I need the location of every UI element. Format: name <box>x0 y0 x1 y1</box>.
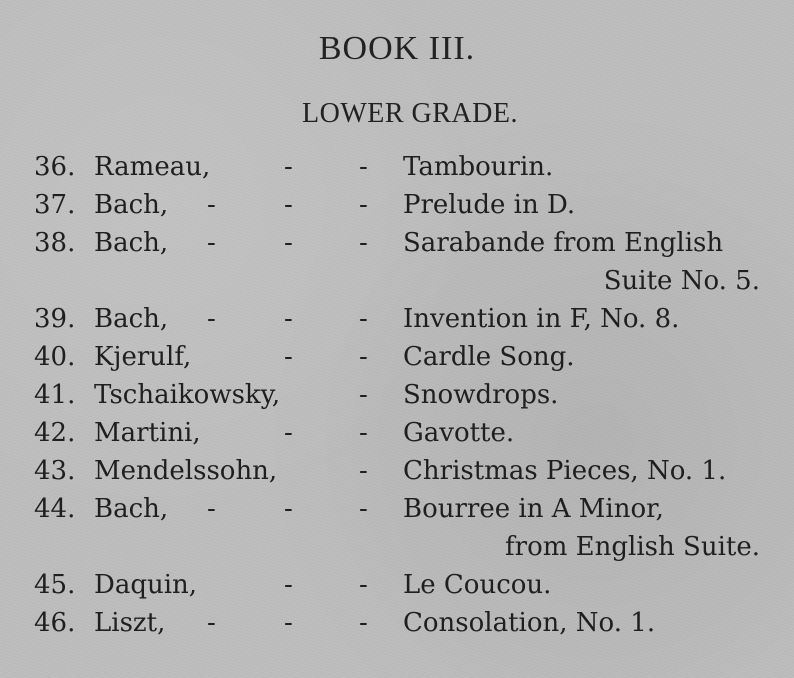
leader-dash: - <box>207 304 216 334</box>
composer-name: Bach, <box>94 494 169 524</box>
leader-dash: - <box>359 570 368 600</box>
list-item <box>0 452 794 490</box>
leader-dash: - <box>284 494 293 524</box>
list-item <box>0 490 794 528</box>
item-number: 43. <box>34 456 76 486</box>
leader-dash: - <box>359 190 368 220</box>
composer-name: Mendelssohn, <box>94 456 278 486</box>
leader-dash: - <box>359 494 368 524</box>
composer-name: Kjerulf, <box>94 342 192 372</box>
leader-dash: - <box>284 342 293 372</box>
leader-dash: - <box>284 418 293 448</box>
leader-dash: - <box>359 608 368 638</box>
leader-dash: - <box>284 152 293 182</box>
item-number: 39. <box>34 304 76 334</box>
item-number: 45. <box>34 570 76 600</box>
leader-dash: - <box>359 456 368 486</box>
piece-title: Consolation, No. 1. <box>403 608 656 638</box>
piece-title: Prelude in D. <box>403 190 576 220</box>
leader-dash: - <box>359 418 368 448</box>
piece-list <box>0 148 794 642</box>
composer-name: Bach, <box>94 190 169 220</box>
piece-title: Cardle Song. <box>403 342 575 372</box>
piece-title: Sarabande from English <box>403 228 724 258</box>
leader-dash: - <box>359 152 368 182</box>
composer-name: Daquin, <box>94 570 198 600</box>
leader-dash: - <box>284 190 293 220</box>
list-item <box>0 224 794 262</box>
item-number: 36. <box>34 152 76 182</box>
piece-title: Le Coucou. <box>403 570 552 600</box>
item-number: 37. <box>34 190 76 220</box>
leader-dash: - <box>284 304 293 334</box>
composer-name: Martini, <box>94 418 201 448</box>
list-item <box>0 338 794 376</box>
leader-dash: - <box>207 608 216 638</box>
item-number: 41. <box>34 380 76 410</box>
piece-title: Tambourin. <box>403 152 554 182</box>
grade-title: LOWER GRADE. <box>302 98 518 129</box>
item-number: 44. <box>34 494 76 524</box>
composer-name: Tschaikowsky, <box>94 380 281 410</box>
piece-title: Bourree in A Minor, <box>403 494 664 524</box>
list-item <box>0 604 794 642</box>
piece-title: Snowdrops. <box>403 380 559 410</box>
list-item <box>0 414 794 452</box>
piece-title: Invention in F, No. 8. <box>403 304 680 334</box>
piece-title: Christmas Pieces, No. 1. <box>403 456 727 486</box>
piece-title-continuation: Suite No. 5. <box>603 266 760 296</box>
leader-dash: - <box>359 380 368 410</box>
list-item <box>0 376 794 414</box>
piece-title: Gavotte. <box>403 418 515 448</box>
item-number: 46. <box>34 608 76 638</box>
list-item-continuation <box>0 262 794 300</box>
item-number: 42. <box>34 418 76 448</box>
list-item <box>0 148 794 186</box>
leader-dash: - <box>284 228 293 258</box>
leader-dash: - <box>207 494 216 524</box>
composer-name: Rameau, <box>94 152 211 182</box>
list-item <box>0 566 794 604</box>
leader-dash: - <box>207 190 216 220</box>
leader-dash: - <box>207 228 216 258</box>
leader-dash: - <box>284 608 293 638</box>
composer-name: Bach, <box>94 228 169 258</box>
leader-dash: - <box>359 228 368 258</box>
leader-dash: - <box>359 304 368 334</box>
book-title: BOOK III. <box>318 30 476 67</box>
list-item <box>0 186 794 224</box>
item-number: 38. <box>34 228 76 258</box>
item-number: 40. <box>34 342 76 372</box>
composer-name: Liszt, <box>94 608 166 638</box>
leader-dash: - <box>359 342 368 372</box>
list-item <box>0 300 794 338</box>
composer-name: Bach, <box>94 304 169 334</box>
list-item-continuation <box>0 528 794 566</box>
leader-dash: - <box>284 570 293 600</box>
piece-title-continuation: from English Suite. <box>505 532 760 562</box>
